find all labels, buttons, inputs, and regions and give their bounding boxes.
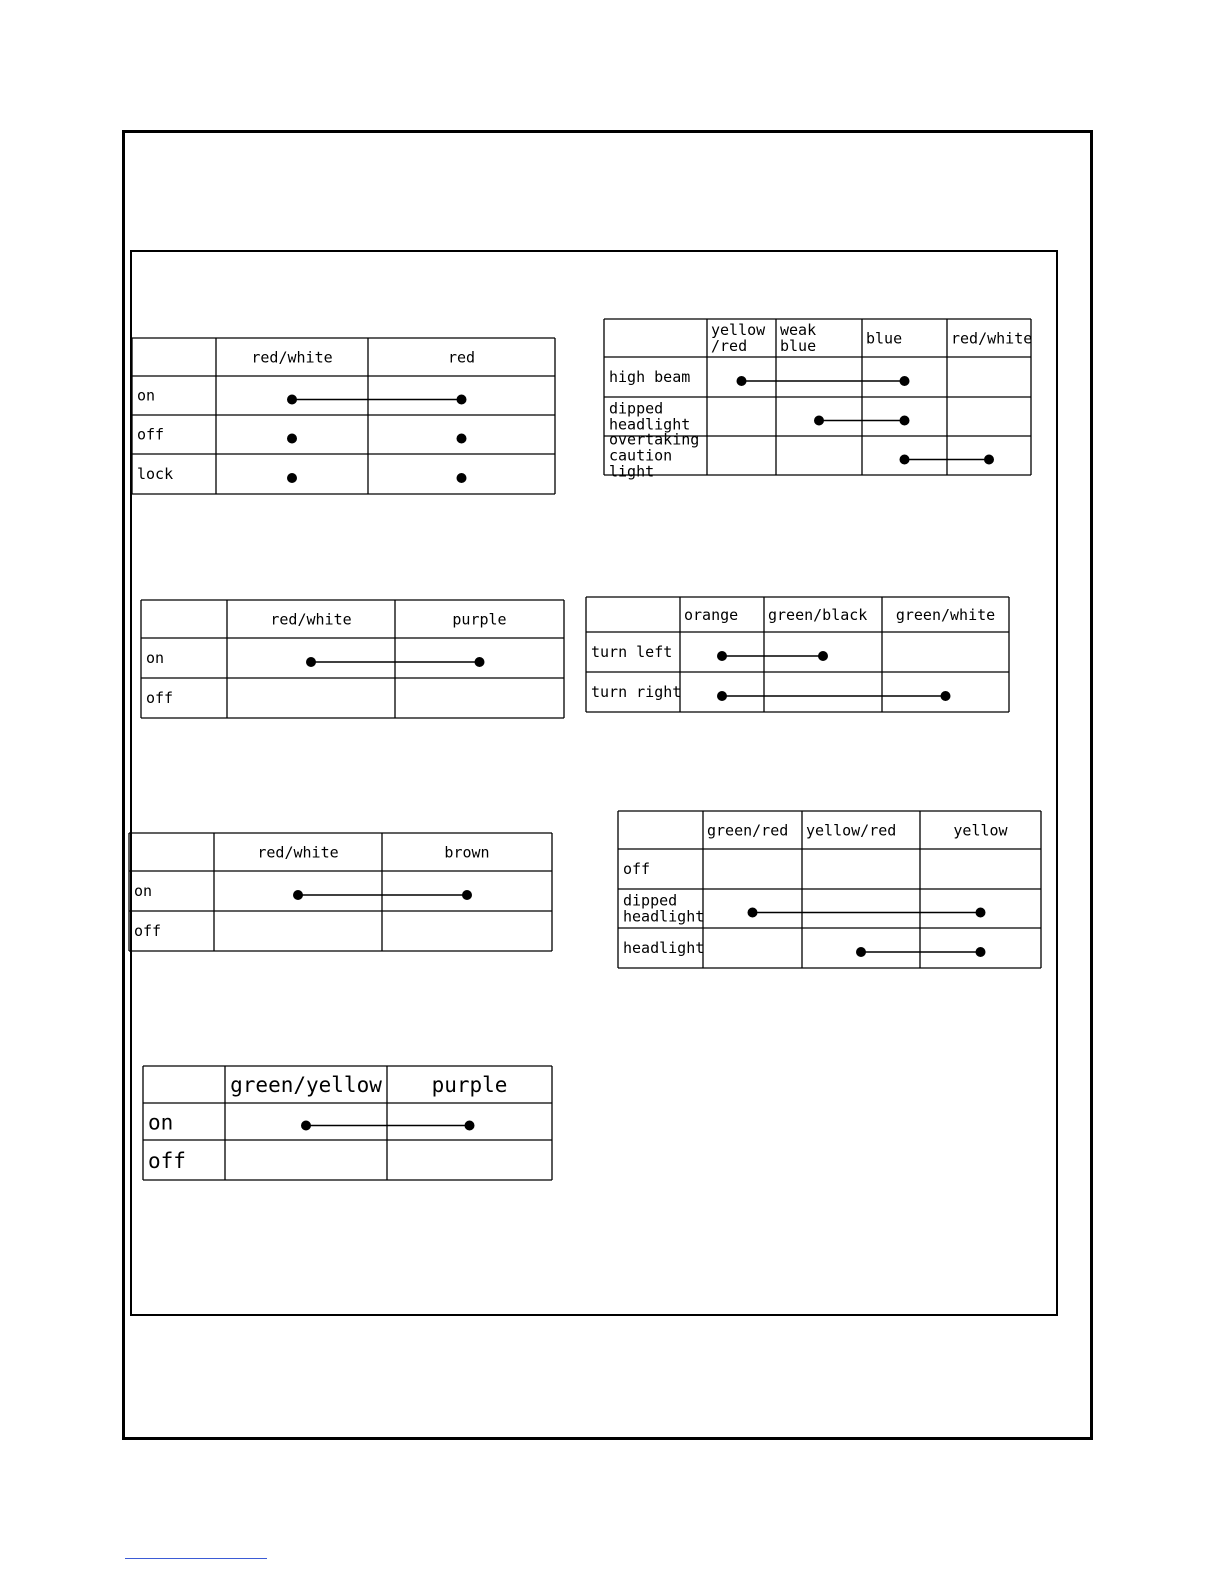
contact-dot — [457, 395, 467, 405]
contact-dot — [462, 890, 472, 900]
switch-table-beam — [604, 319, 1032, 491]
contact-dot — [900, 376, 910, 386]
column-header-line: purple — [452, 610, 507, 629]
contact-dot — [717, 691, 727, 701]
row-label — [134, 882, 152, 900]
column-header — [270, 611, 351, 629]
column-header — [257, 844, 338, 862]
column-header — [251, 349, 332, 367]
column-header — [711, 321, 766, 355]
column-header — [768, 606, 867, 624]
column-header-line: green/black — [768, 606, 868, 625]
column-header-line: red/white — [951, 329, 1033, 348]
row-label-line: dipped — [609, 399, 664, 418]
row-label-line: overtaking — [609, 430, 700, 449]
row-label-line: off — [137, 425, 165, 444]
column-header-line: orange — [684, 606, 739, 625]
row-label-line: dipped — [623, 891, 678, 910]
row-label — [591, 683, 681, 701]
contact-dot — [457, 434, 467, 444]
row-label — [146, 649, 164, 667]
row-label-line: on — [148, 1110, 174, 1135]
column-header — [780, 321, 816, 355]
row-label — [623, 892, 704, 926]
row-label-line: off — [148, 1149, 186, 1173]
column-header-line: yellow — [953, 821, 1008, 840]
contact-dot — [301, 1121, 311, 1131]
row-label — [623, 939, 704, 957]
contact-dot — [306, 657, 316, 667]
contact-dot — [717, 651, 727, 661]
column-header — [806, 822, 896, 840]
column-header-line: green/red — [707, 821, 789, 840]
column-header-line: yellow — [711, 321, 766, 339]
column-header-line: blue — [866, 329, 903, 348]
contact-dot — [818, 651, 828, 661]
column-header — [444, 844, 489, 862]
column-header — [707, 822, 788, 840]
row-label-line: on — [146, 649, 165, 667]
column-header-line: brown — [444, 843, 490, 862]
column-header — [230, 1073, 382, 1097]
row-label-line: on — [134, 882, 153, 900]
column-header — [452, 611, 506, 629]
contact-dot — [941, 691, 951, 701]
row-label — [137, 465, 173, 483]
column-header-line: red — [447, 348, 476, 367]
column-header-line: red/white — [257, 843, 339, 862]
contact-dot — [900, 455, 910, 465]
column-header — [866, 330, 902, 348]
contact-dot — [457, 473, 467, 483]
contact-dot — [737, 376, 747, 386]
footer-rule — [125, 1558, 267, 1559]
contact-dot — [748, 908, 758, 918]
contact-dot — [900, 416, 910, 426]
row-label-line: light — [609, 462, 655, 481]
row-label-line: high beam — [609, 368, 691, 386]
column-header — [896, 606, 995, 624]
row-label-line: turn right — [591, 683, 682, 701]
switch-table-green-yellow — [143, 1066, 553, 1181]
row-label-line: lock — [137, 465, 174, 483]
column-header — [448, 349, 475, 367]
row-label-line: on — [137, 386, 156, 405]
switch-table-brown — [129, 833, 553, 952]
column-header-line: yellow/red — [806, 821, 897, 840]
contact-dot — [814, 416, 824, 426]
contact-dot — [976, 947, 986, 957]
contact-dot — [293, 890, 303, 900]
row-label — [609, 400, 690, 434]
contact-dot — [287, 434, 297, 444]
row-label — [146, 689, 173, 707]
row-label-line: off — [134, 922, 162, 940]
column-header — [953, 822, 1008, 840]
column-header-line: purple — [431, 1073, 508, 1098]
column-header-line: red/white — [270, 610, 352, 629]
row-label — [609, 431, 699, 481]
row-label — [137, 426, 164, 444]
switch-table-ignition — [132, 338, 556, 495]
contact-dot — [287, 473, 297, 483]
row-label — [148, 1111, 173, 1135]
switch-table-purple — [141, 600, 565, 719]
row-label-line: off — [146, 689, 174, 707]
row-label — [623, 860, 650, 878]
row-label — [137, 387, 155, 405]
column-header-line: /red — [711, 337, 748, 355]
contact-dot — [475, 657, 485, 667]
column-header-line: green/white — [895, 606, 996, 625]
switch-table-turn — [586, 597, 1010, 713]
row-label-line: off — [623, 860, 651, 878]
row-label-line: headlight — [623, 907, 705, 926]
column-header-line: weak — [780, 321, 817, 339]
row-label — [591, 643, 672, 661]
contact-dot — [976, 908, 986, 918]
row-label-line: caution — [609, 446, 673, 465]
row-label — [609, 368, 690, 386]
row-label — [134, 922, 161, 940]
column-header-line: green/yellow — [230, 1073, 382, 1098]
column-header — [432, 1073, 508, 1097]
column-header — [684, 606, 738, 624]
contact-dot — [984, 455, 994, 465]
row-label — [148, 1149, 186, 1173]
column-header-line: red/white — [251, 348, 333, 367]
contact-dot — [287, 395, 297, 405]
switch-table-headlight — [618, 811, 1042, 969]
contact-dot — [465, 1121, 475, 1131]
contact-dot — [856, 947, 866, 957]
column-header-line: blue — [780, 337, 817, 355]
row-label-line: headlight — [623, 939, 705, 957]
column-header — [951, 330, 1032, 348]
row-label-line: headlight — [609, 415, 691, 434]
row-label-line: turn left — [591, 643, 673, 661]
